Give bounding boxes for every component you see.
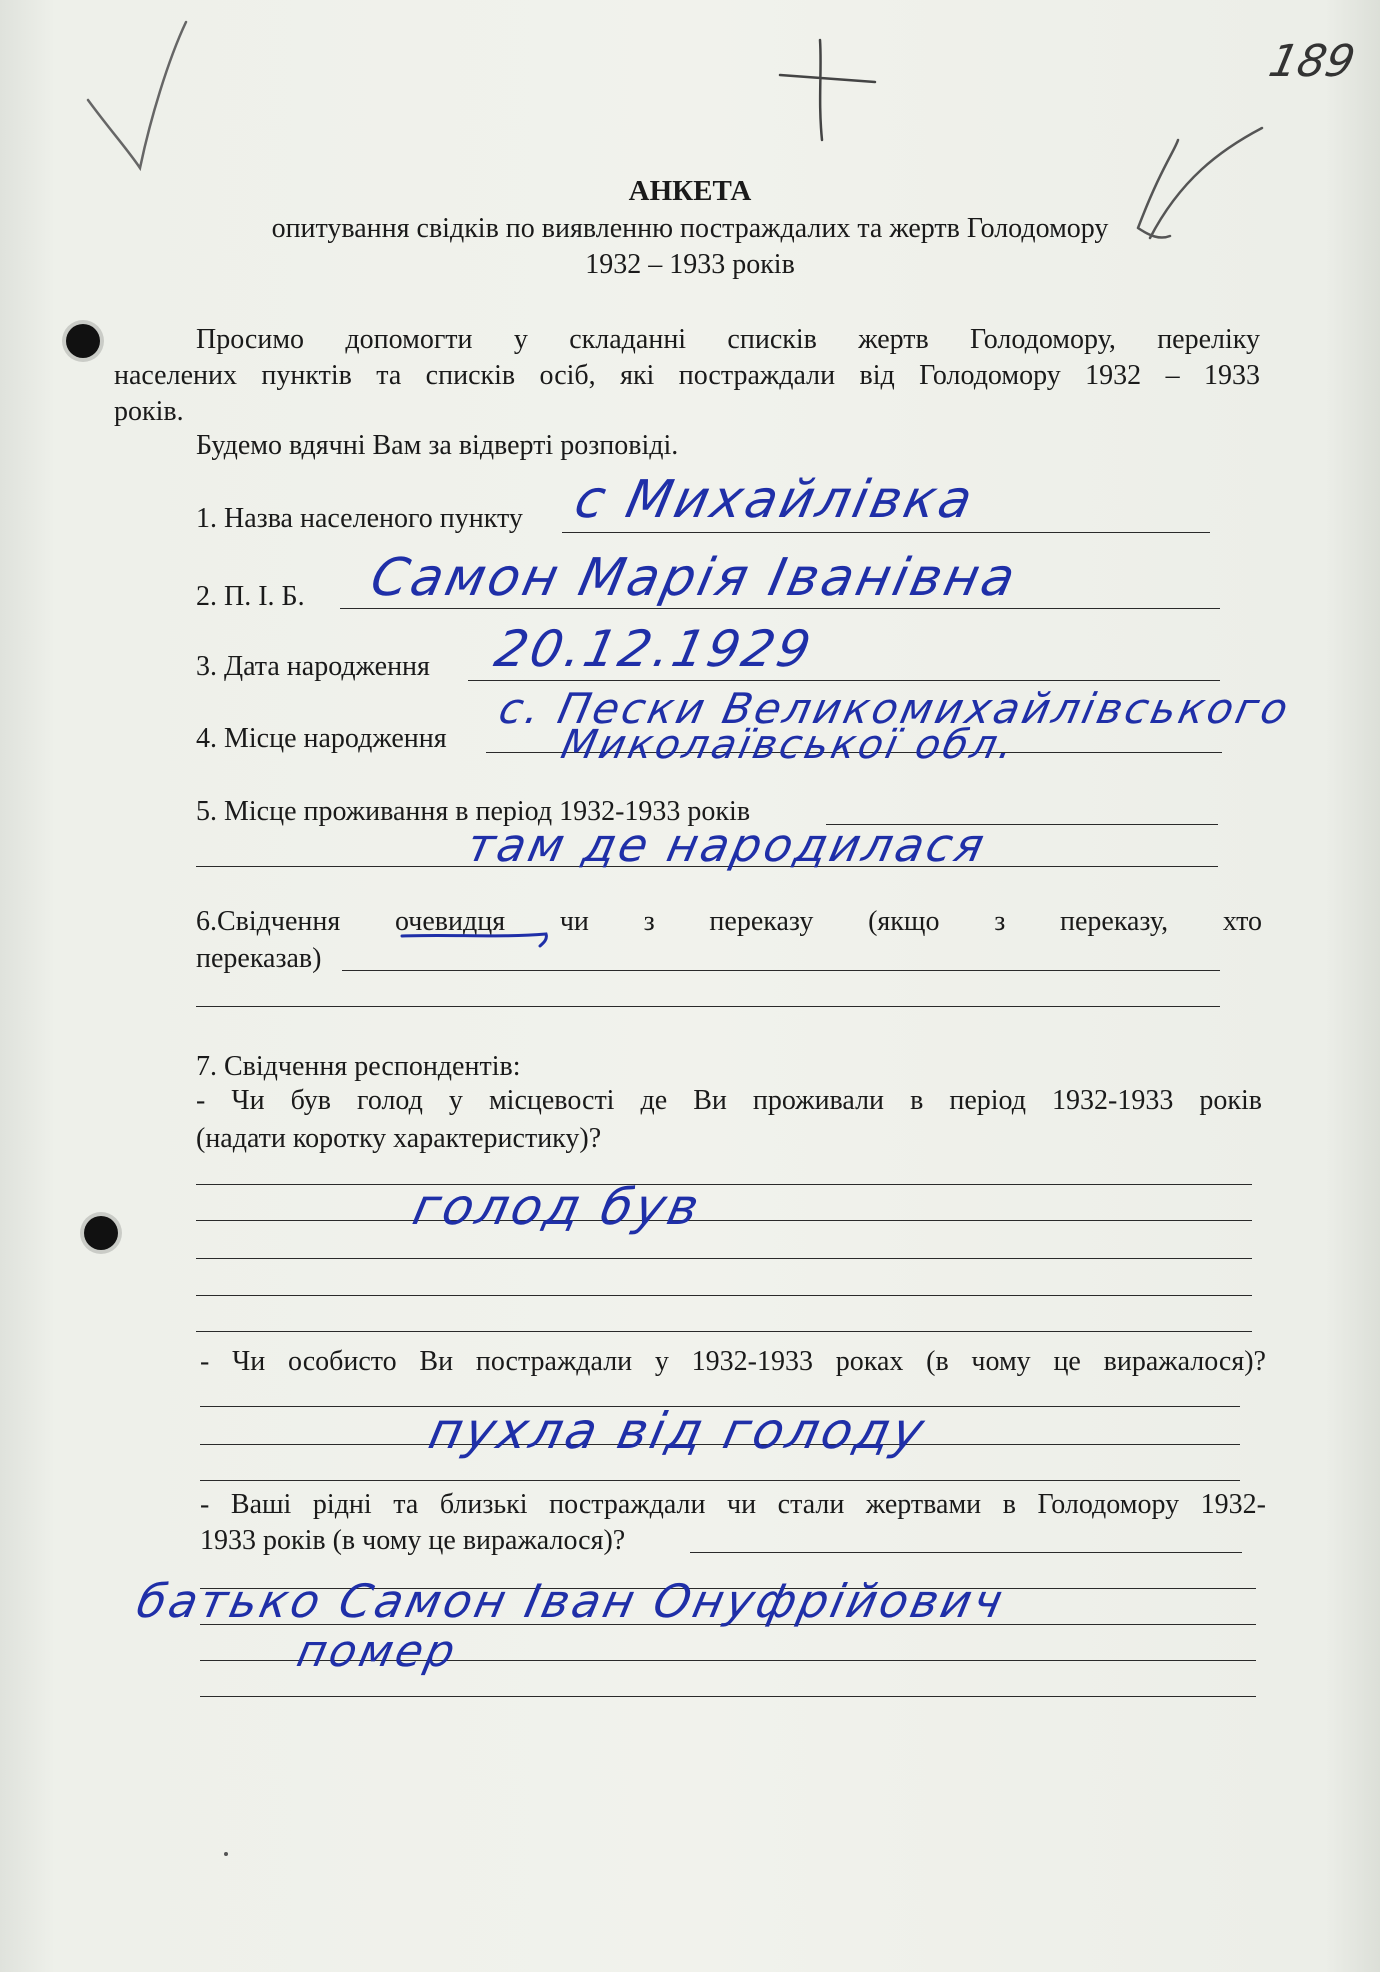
field-6-line-2: переказав) [196, 943, 322, 974]
field-3-answer: 20.12.1929 [489, 620, 819, 678]
q3-answer-line-0 [690, 1552, 1242, 1553]
form-years: 1932 – 1933 років [585, 249, 795, 280]
testimony-q1-answer: голод був [407, 1178, 707, 1236]
field-1-answer: с Михайлівка [569, 470, 981, 530]
q3-answer-line-4 [200, 1696, 1256, 1697]
field-5-label: 5. Місце проживання в період 1932-1933 років [196, 796, 751, 827]
form-title: АНКЕТА [628, 175, 752, 207]
q1-answer-line-1 [196, 1184, 1252, 1185]
field-3-label: 3. Дата народження [196, 651, 430, 682]
intro-line-2: населених пунктів та списків осіб, які постраждали від Голодомору 1932 – 1933 [114, 360, 1260, 391]
field-4-answer-line-2: Миколаївської обл. [557, 722, 1021, 768]
intro-thanks: Будемо вдячні Вам за відверті розповіді. [196, 430, 679, 461]
testimony-q2-line: - Чи особисто Ви постраждали у 1932-1933 роках (в чому це виражалося)? [200, 1346, 1266, 1377]
field-5-answer: там де народилася [462, 818, 992, 872]
testimony-q1-line-1: - Чи був голод у місцевості де Ви проживали в період 1932-1933 років [196, 1085, 1262, 1116]
testimony-q3-answer-line-1: батько Самон Іван Онуфрійович [132, 1574, 1011, 1628]
testimony-heading: 7. Свідчення респондентів: [196, 1051, 521, 1082]
intro-line-3: років. [114, 396, 184, 427]
intro-line-1: Просимо допомогти у складанні списків жертв Голодомору, переліку [196, 324, 1260, 355]
field-4-label: 4. Місце народження [196, 723, 447, 754]
scan-speck [224, 1852, 228, 1856]
testimony-q1-line-2: (надати коротку характеристику)? [196, 1123, 602, 1154]
q1-answer-line-3 [196, 1258, 1252, 1259]
form-subtitle: опитування свідків по виявленню постраждалих та жертв Голодомору [271, 213, 1109, 244]
testimony-q3-line-2: 1933 років (в чому це виражалося)? [200, 1525, 626, 1556]
q1-answer-line-5 [196, 1331, 1252, 1332]
field-4-answer-line-1: с. Пески Великомихайлівського [494, 684, 1296, 733]
testimony-q2-answer: пухла від голоду [423, 1402, 932, 1460]
field-2-label: 2. П. І. Б. [196, 581, 305, 612]
q1-answer-line-2 [196, 1220, 1252, 1221]
field-2-answer: Самон Марія Іванівна [365, 548, 1023, 608]
testimony-q3-answer-line-2: помер [292, 1626, 463, 1677]
q1-answer-line-4 [196, 1295, 1252, 1296]
testimony-q3-line-1: - Ваші рідні та близькі постраждали чи стали жертвами в Голодомору 1932- [200, 1489, 1266, 1520]
page-number-note: 189 [1264, 36, 1360, 87]
field-6-line-1: 6.Свідчення очевидця чи з переказу (якщо з переказу, хто [196, 906, 1262, 937]
field-1-label: 1. Назва населеного пункту [196, 503, 523, 534]
q2-answer-line-3 [200, 1480, 1240, 1481]
